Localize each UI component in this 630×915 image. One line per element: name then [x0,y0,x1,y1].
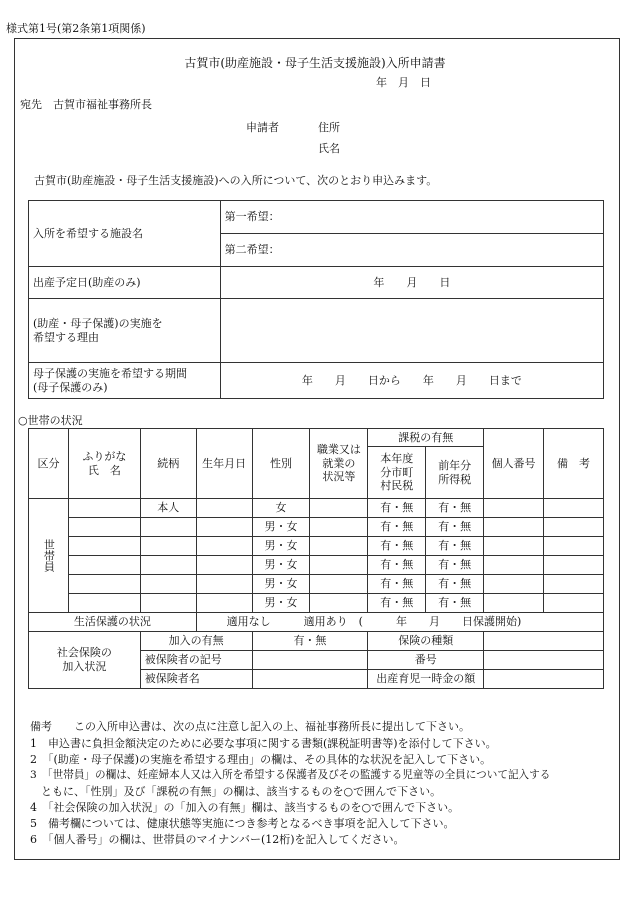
due-date-field[interactable]: 年 月 日 [220,267,603,299]
remarks-cell[interactable] [544,537,604,556]
table-row [29,575,604,594]
choice1-field[interactable]: 第一希望： [220,201,603,234]
table-row [29,537,604,556]
tax2-cell[interactable]: 有・無 [426,556,484,575]
sex-cell[interactable]: 男・女 [252,594,310,613]
col-name-label: 氏 名 [87,463,121,477]
ins-join-label: 加入の有無 [140,632,252,651]
reason-label [29,299,221,363]
tax2-cell[interactable]: 有・無 [426,594,484,613]
notes-heading: 備考 この入所申込書は、次の点に注意し記入の上、福祉事務所長に提出して下さい。 [30,720,470,733]
note-item: 5 備考欄については、健康状態等実施につき参考となるべき事項を記入して下さい。 [30,817,455,830]
col-remarks: 備 考 [544,429,604,499]
relation-cell[interactable] [140,556,196,575]
job-cell[interactable] [310,594,368,613]
choice2-field[interactable]: 第二希望： [220,234,603,267]
intro-text: 古賀市(助産施設・母子生活支援施設)への入所について、次のとおり申込みます。 [34,174,438,187]
note-item: 6 「個人番号」の欄は、世帯員のマイナンバー(12桁)を記入してください。 [30,833,405,846]
col-tax2-line1: 前年分 [438,458,472,472]
job-cell[interactable] [310,575,368,594]
remarks-cell[interactable] [544,575,604,594]
sex-cell[interactable]: 男・女 [252,518,310,537]
application-table [28,200,604,399]
col-tax1-line2: 分市町 [380,465,414,479]
tax2-cell[interactable]: 有・無 [426,518,484,537]
birth-cell[interactable] [196,575,252,594]
applicant-label: 申請者 [246,121,279,134]
col-job-line1: 職業又は [316,442,361,456]
tax2-cell[interactable]: 有・無 [426,575,484,594]
sex-cell[interactable]: 女 [252,499,310,518]
col-job-line2: 就業の [322,456,356,470]
sex-cell[interactable]: 男・女 [252,537,310,556]
name-cell[interactable] [68,575,140,594]
household-table [28,428,604,689]
due-date-label: 出産予定日(助産のみ) [29,267,221,299]
table-row [29,594,604,613]
birth-cell[interactable] [196,537,252,556]
col-birth: 生年月日 [196,429,252,499]
tax1-cell[interactable]: 有・無 [368,518,426,537]
tax1-cell[interactable]: 有・無 [368,556,426,575]
reason-label-line1: (助産・母子保護)の実施を [33,316,163,330]
relation-cell[interactable] [140,594,196,613]
name-cell[interactable] [68,518,140,537]
applicant-name-label: 氏名 [318,142,340,155]
ins-holder-label: 被保険者名 [140,670,252,689]
period-label [29,363,221,399]
col-mynumber: 個人番号 [484,429,544,499]
col-tax2-line2: 所得税 [438,472,472,486]
job-cell[interactable] [310,518,368,537]
col-tax-municipal [368,447,426,499]
reason-label-line2: 希望する理由 [33,330,99,344]
relation-cell[interactable] [140,518,196,537]
tax1-cell[interactable]: 有・無 [368,575,426,594]
note-item: 1 申込書に負担金額決定のために必要な事項に関する書類(課税証明書等)を添付して下さい。 [30,737,497,750]
form-number: 様式第1号(第2条第1項関係) [6,22,146,35]
col-tax1-line1: 本年度 [380,451,414,465]
col-tax-income [426,447,484,499]
sex-cell[interactable]: 男・女 [252,575,310,594]
birth-cell[interactable] [196,499,252,518]
note-item: ともに、「性別」及び「課税の有無」の欄は、該当するものを○で囲んで下さい。 [30,785,442,798]
household-heading: ○世帯の状況 [18,414,83,427]
reason-field[interactable] [220,299,603,363]
name-cell[interactable] [68,537,140,556]
mynumber-cell[interactable] [484,537,544,556]
addressee: 宛先 古賀市福祉事務所長 [20,98,152,111]
remarks-cell[interactable] [544,594,604,613]
col-sex: 性別 [252,429,310,499]
job-cell[interactable] [310,537,368,556]
birth-cell[interactable] [196,518,252,537]
ins-lump-label: 出産育児一時金の額 [368,670,484,689]
remarks-cell[interactable] [544,556,604,575]
date-line: 年 月 日 [376,76,431,89]
name-cell[interactable] [68,499,140,518]
col-relation: 続柄 [140,429,196,499]
insurance-label-line1: 社会保険の [56,646,112,660]
insurance-label [29,632,141,689]
col-tax1-line3: 村民税 [380,479,414,493]
table-row [29,518,604,537]
tax2-cell[interactable]: 有・無 [426,499,484,518]
tax1-cell[interactable]: 有・無 [368,499,426,518]
ins-type-field[interactable] [484,632,604,651]
ins-join-field[interactable]: 有・無 [252,632,368,651]
col-furigana: ふりがな [82,449,127,463]
name-cell[interactable] [68,594,140,613]
col-tax: 課税の有無 [368,429,484,447]
insurance-label-line2: 加入状況 [62,660,107,673]
remarks-cell[interactable] [544,499,604,518]
ins-type-label: 保険の種類 [368,632,484,651]
facility-label: 入所を希望する施設名 [29,201,221,267]
note-item: 4 「社会保険の加入状況」の「加入の有無」欄は、該当するものを○で囲んで下さい。 [30,801,460,814]
relation-cell[interactable] [140,575,196,594]
table-row [29,556,604,575]
col-kubun: 区分 [29,429,69,499]
remarks-cell[interactable] [544,518,604,537]
col-job [310,429,368,499]
form-title: 古賀市(助産施設・母子生活支援施設)入所申請書 [184,56,446,70]
mynumber-cell[interactable] [484,518,544,537]
job-cell[interactable] [310,499,368,518]
applicant-address-label: 住所 [318,121,340,134]
mynumber-cell[interactable] [484,575,544,594]
ins-number-field[interactable] [484,651,604,670]
note-item: 2 「(助産・母子保護)の実施を希望する理由」の欄は、その具体的な状況を記入して下さい。 [30,753,492,766]
job-cell[interactable] [310,556,368,575]
note-item: 3 「世帯員」の欄は、妊産婦本人又は入所を希望する保護者及びその監護する児童等の全員について記入する [30,769,551,781]
period-field[interactable]: 年 月 日から 年 月 日まで [220,363,603,399]
mynumber-cell[interactable] [484,594,544,613]
ins-holder-field[interactable] [252,670,368,689]
members-label: 世帯員 [29,499,69,613]
birth-cell[interactable] [196,594,252,613]
tax1-cell[interactable]: 有・無 [368,594,426,613]
relation-cell[interactable] [140,537,196,556]
sex-cell[interactable]: 男・女 [252,556,310,575]
mynumber-cell[interactable] [484,556,544,575]
ins-symbol-label: 被保険者の記号 [140,651,252,670]
welfare-label: 生活保護の状況 [29,613,197,632]
period-label-line1: 母子保護の実施を希望する期間 [33,366,187,380]
table-row [29,499,604,518]
mynumber-cell[interactable] [484,499,544,518]
col-job-line3: 状況等 [322,470,356,484]
col-name [68,429,140,499]
period-label-line2: (母子保護のみ) [33,380,108,394]
welfare-field[interactable]: 適用なし 適用あり ( 年 月 日保護開始) [196,613,603,632]
birth-cell[interactable] [196,556,252,575]
tax2-cell[interactable]: 有・無 [426,537,484,556]
ins-lump-field[interactable] [484,670,604,689]
name-cell[interactable] [68,556,140,575]
relation-cell[interactable]: 本人 [140,499,196,518]
ins-number-label: 番号 [368,651,484,670]
ins-symbol-field[interactable] [252,651,368,670]
tax1-cell[interactable]: 有・無 [368,537,426,556]
